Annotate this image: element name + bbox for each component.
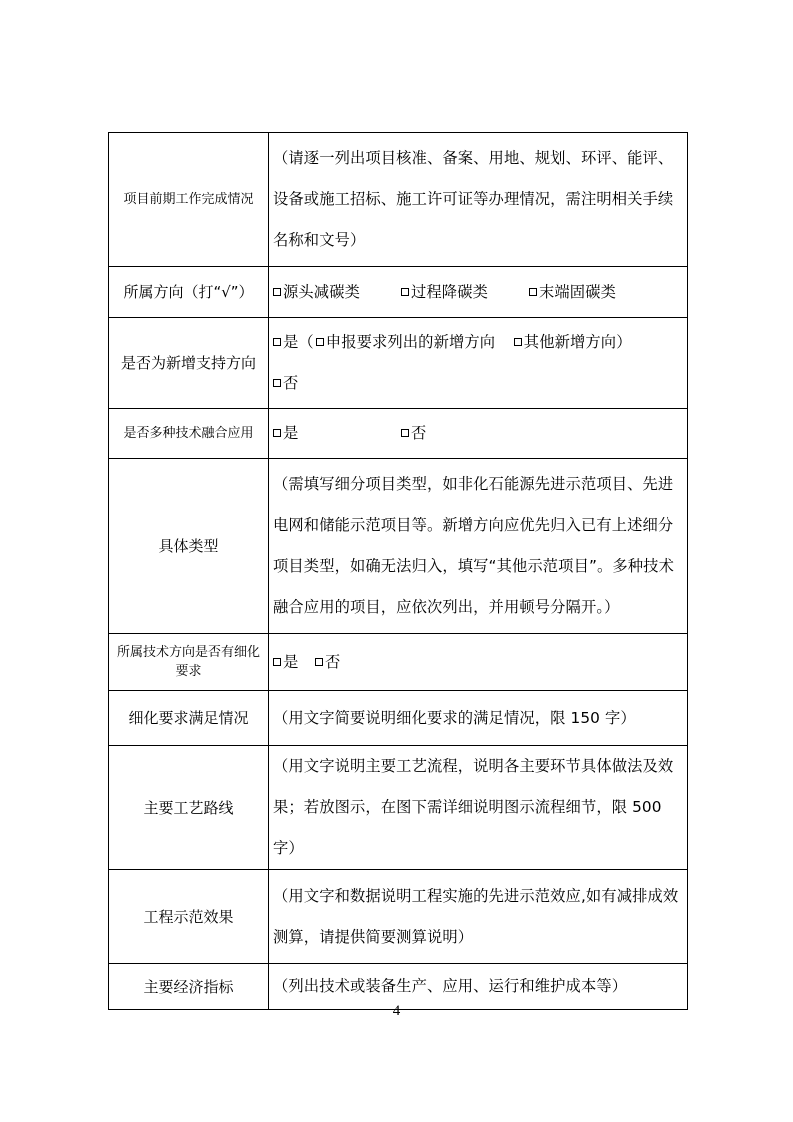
- table-row: [109, 133, 688, 267]
- close-paren: ）: [616, 333, 632, 351]
- option-source-carbon-reduction[interactable]: 源头减碳类: [273, 272, 401, 313]
- option-no[interactable]: 否: [273, 363, 298, 404]
- row-content: [269, 267, 688, 318]
- option-end-carbon-fixation[interactable]: 末端固碳类: [529, 272, 616, 313]
- table-row: [109, 267, 688, 318]
- table-row: [109, 870, 688, 964]
- yes-line: [273, 322, 685, 363]
- row-content[interactable]: （需填写细分项目类型，如非化石能源先进示范项目、先进电网和储能示范项目等。新增方向应优先归入已有上述细分项目类型，如确无法归入，填写“其他示范项目”。多种技术融合应用的项目，应依次列出，并用顿号分隔开。）: [269, 459, 688, 634]
- row-content: [269, 634, 688, 691]
- option-listed-new-direction[interactable]: 申报要求列出的新增方向: [316, 322, 514, 363]
- checkbox-icon[interactable]: [514, 338, 522, 346]
- row-content[interactable]: （用文字和数据说明工程实施的先进示范效应,如有减排成效测算，请提供简要测算说明）: [269, 870, 688, 964]
- option-other-new-direction[interactable]: 其他新增方向: [514, 322, 616, 363]
- row-content: [269, 318, 688, 409]
- table-row: [109, 409, 688, 459]
- table-row: [109, 691, 688, 746]
- option-process-carbon-reduction[interactable]: 过程降碳类: [401, 272, 529, 313]
- option-no[interactable]: 否: [315, 642, 340, 683]
- option-yes[interactable]: 是: [273, 642, 315, 683]
- option-no[interactable]: 否: [401, 413, 426, 454]
- checkbox-icon[interactable]: [316, 338, 324, 346]
- row-content[interactable]: （请逐一列出项目核准、备案、用地、规划、环评、能评、设备或施工招标、施工许可证等办理情况，需注明相关手续名称和文号）: [269, 133, 688, 267]
- table-row: [109, 634, 688, 691]
- row-label: 所属方向（打“√”）: [109, 267, 269, 318]
- table-row: [109, 318, 688, 409]
- page-number: 4: [392, 1003, 401, 1019]
- row-label: 主要工艺路线: [109, 746, 269, 870]
- row-label: 所属技术方向是否有细化要求: [109, 634, 269, 691]
- row-content[interactable]: （用文字说明主要工艺流程，说明各主要环节具体做法及效果；若放图示，在图下需详细说明图示流程细节，限 500 字）: [269, 746, 688, 870]
- row-content[interactable]: （列出技术或装备生产、应用、运行和维护成本等）: [269, 964, 688, 1010]
- table-row: [109, 459, 688, 634]
- row-label: 工程示范效果: [109, 870, 269, 964]
- row-label: 项目前期工作完成情况: [109, 133, 269, 267]
- checkbox-icon[interactable]: [273, 379, 281, 387]
- checkbox-icon[interactable]: [273, 429, 281, 437]
- checkbox-icon[interactable]: [273, 288, 281, 296]
- row-label: 具体类型: [109, 459, 269, 634]
- checkbox-icon[interactable]: [529, 288, 537, 296]
- checkbox-icon[interactable]: [273, 658, 281, 666]
- option-yes[interactable]: 是: [273, 413, 401, 454]
- row-label: 是否为新增支持方向: [109, 318, 269, 409]
- checkbox-icon[interactable]: [401, 288, 409, 296]
- checkbox-icon[interactable]: [401, 429, 409, 437]
- application-form-table: [108, 132, 688, 1010]
- row-content[interactable]: （用文字简要说明细化要求的满足情况，限 150 字）: [269, 691, 688, 746]
- row-label: 是否多种技术融合应用: [109, 409, 269, 459]
- option-yes[interactable]: 是（: [273, 322, 314, 363]
- checkbox-icon[interactable]: [273, 338, 281, 346]
- table-row: [109, 746, 688, 870]
- checkbox-icon[interactable]: [315, 658, 323, 666]
- row-label: 细化要求满足情况: [109, 691, 269, 746]
- row-label: 主要经济指标: [109, 964, 269, 1010]
- no-line: [273, 363, 685, 404]
- row-content: [269, 409, 688, 459]
